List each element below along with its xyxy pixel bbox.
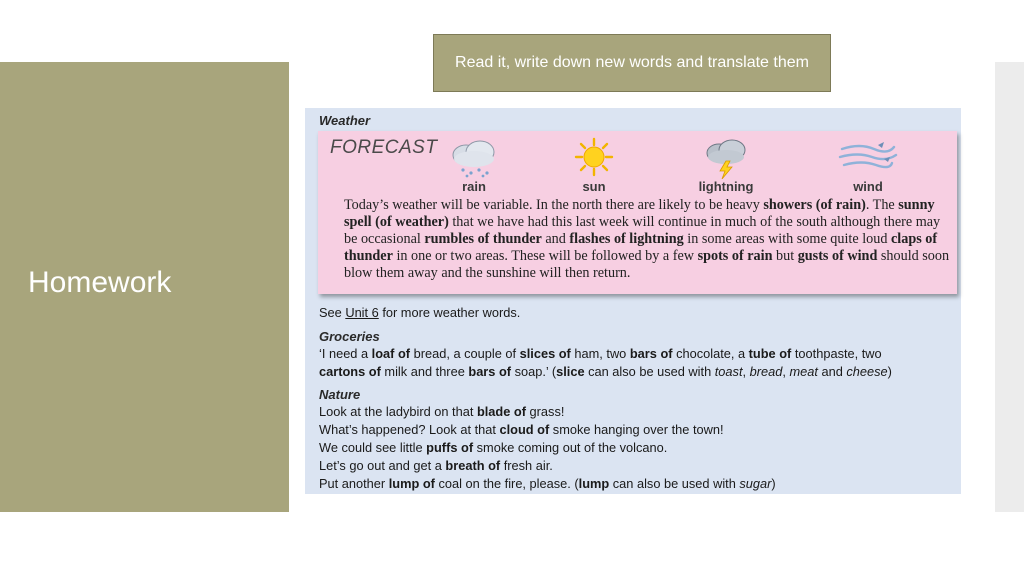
text-run: that we have had this last week will continue in much of the south although there may be occasional	[344, 214, 941, 247]
highlighted-phrase: breath of	[445, 458, 501, 473]
highlighted-phrase: puffs of	[426, 440, 474, 455]
text-run: soap.’ (	[511, 364, 557, 379]
italic-word: sugar	[739, 476, 772, 491]
forecast-paragraph	[344, 197, 956, 282]
text-run: can also be used with	[584, 364, 715, 379]
highlighted-phrase: claps of thunder	[344, 231, 938, 264]
highlighted-phrase: loaf of	[371, 346, 411, 361]
nature-line	[319, 403, 949, 421]
wind-icon	[838, 137, 898, 179]
text-run: ,	[742, 364, 750, 379]
italic-word: meat	[789, 364, 818, 379]
text-run: ,	[782, 364, 790, 379]
nature-line	[319, 439, 949, 457]
text-run: . The	[865, 197, 899, 213]
text-run: milk and three	[380, 364, 469, 379]
text-run: in one or two areas. These will be followed by a few	[392, 248, 698, 264]
text-run: Put another	[319, 476, 389, 491]
lightning-label: lightning	[698, 179, 754, 194]
text-run: smoke coming out of the volcano.	[473, 440, 668, 455]
text-run: )	[887, 364, 892, 379]
nature-line	[319, 475, 949, 493]
highlighted-phrase: gusts of wind	[797, 248, 878, 264]
highlighted-phrase: slice	[556, 364, 585, 379]
text-run: and	[817, 364, 847, 379]
highlighted-phrase: cartons of	[319, 364, 381, 379]
text-run: but	[772, 248, 798, 264]
slide-title: Homework	[28, 266, 172, 299]
highlighted-phrase: lump of	[388, 476, 435, 491]
wind-icon-group	[828, 137, 908, 197]
highlighted-phrase: rumbles of thunder	[424, 231, 542, 247]
text-run: smoke hanging over the town!	[549, 422, 724, 437]
highlighted-phrase: flashes of lightning	[569, 231, 684, 247]
nature-line	[319, 457, 949, 475]
right-side-strip	[995, 62, 1024, 512]
text-run: toothpaste, two	[791, 346, 882, 361]
groceries-paragraph	[319, 345, 919, 381]
text-run: grass!	[526, 404, 565, 419]
highlighted-phrase: cloud of	[499, 422, 550, 437]
text-run: coal on the fire, please. (	[434, 476, 579, 491]
highlighted-phrase: tube of	[748, 346, 792, 361]
unit-6-link[interactable]: Unit 6	[345, 305, 379, 320]
sun-icon-group	[554, 137, 634, 197]
text-run: in some areas with some quite loud	[683, 231, 891, 247]
sun-icon	[569, 137, 619, 179]
highlighted-phrase: spots of rain	[697, 248, 773, 264]
highlighted-phrase: slices of	[519, 346, 571, 361]
text-run: What’s happened? Look at that	[319, 422, 500, 437]
highlighted-phrase: lump	[578, 476, 610, 491]
rain-cloud-icon	[446, 137, 502, 179]
sun-label: sun	[582, 179, 606, 194]
highlighted-phrase: showers (of rain)	[763, 197, 866, 213]
text-run: fresh air.	[500, 458, 553, 473]
forecast-box	[318, 131, 957, 294]
weather-heading: Weather	[319, 113, 371, 128]
lightning-icon-group	[686, 137, 766, 197]
text-run: bread, a couple of	[410, 346, 520, 361]
italic-word: cheese	[846, 364, 888, 379]
text-run: should soon blow them away and the sunshine will then return.	[344, 248, 950, 281]
forecast-title: FORECAST	[330, 137, 438, 158]
wind-label: wind	[853, 179, 883, 194]
text-run: )	[771, 476, 776, 491]
rain-icon-group	[434, 137, 514, 197]
see-suffix: for more weather words.	[378, 305, 521, 320]
see-unit-line	[319, 304, 520, 322]
instruction-text: Read it, write down new words and translate them	[455, 54, 809, 71]
text-run: Look at the ladybird on that	[319, 404, 477, 419]
instruction-box	[433, 34, 831, 92]
text-run: Today’s weather will be variable. In the north there are likely to be heavy	[344, 197, 764, 213]
see-prefix: See	[319, 305, 346, 320]
italic-word: bread	[749, 364, 783, 379]
nature-list	[319, 403, 949, 493]
groceries-heading: Groceries	[319, 329, 380, 344]
rain-label: rain	[462, 179, 486, 194]
lightning-cloud-icon	[700, 137, 752, 179]
text-run: can also be used with	[609, 476, 740, 491]
nature-line	[319, 421, 949, 439]
italic-word: toast	[714, 364, 743, 379]
highlighted-phrase: bars of	[629, 346, 673, 361]
highlighted-phrase: blade of	[476, 404, 526, 419]
text-run: We could see little	[319, 440, 427, 455]
text-run: ‘I need a	[319, 346, 372, 361]
text-run: and	[541, 231, 570, 247]
highlighted-phrase: sunny spell (of weather)	[344, 197, 935, 230]
text-run: Let’s go out and get a	[319, 458, 446, 473]
text-run: chocolate, a	[672, 346, 749, 361]
nature-heading: Nature	[319, 387, 361, 402]
text-run: ham, two	[570, 346, 630, 361]
highlighted-phrase: bars of	[468, 364, 512, 379]
